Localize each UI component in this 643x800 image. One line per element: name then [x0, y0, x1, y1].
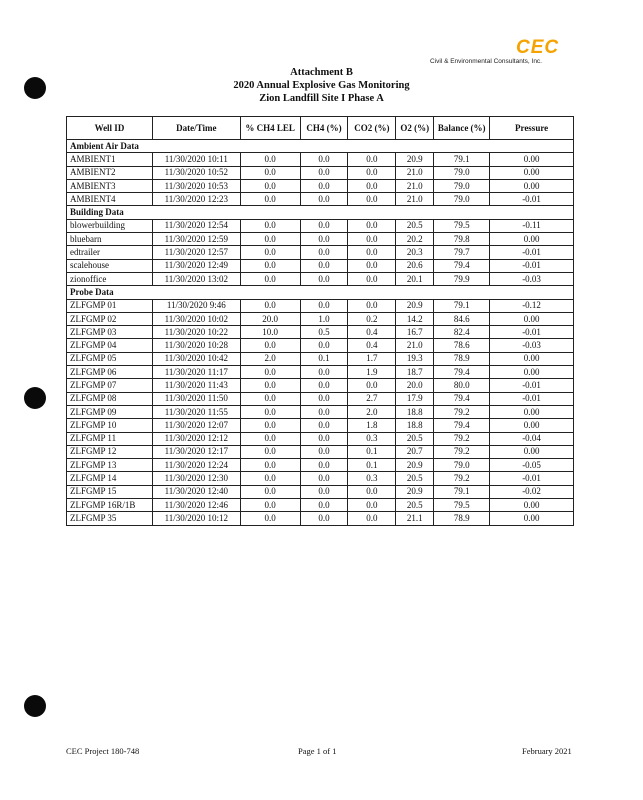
table-cell: 11/30/2020 12:30 [152, 472, 240, 485]
table-cell: ZLFGMP 01 [67, 299, 153, 312]
table-cell: 0.0 [300, 472, 348, 485]
table-cell: 16.7 [396, 326, 434, 339]
table-row [67, 179, 574, 192]
table-cell: AMBIENT1 [67, 153, 153, 166]
table-cell: 0.0 [240, 166, 300, 179]
table-row [67, 459, 574, 472]
table-cell: 0.0 [348, 219, 396, 232]
table-cell: 78.6 [434, 339, 490, 352]
table-row [67, 153, 574, 166]
table-cell: 20.3 [396, 246, 434, 259]
table-cell: 79.8 [434, 233, 490, 246]
table-cell: 0.0 [348, 153, 396, 166]
table-cell: -0.04 [490, 432, 574, 445]
table-cell: 20.2 [396, 233, 434, 246]
table-cell: 1.8 [348, 419, 396, 432]
table-cell: 11/30/2020 12:59 [152, 233, 240, 246]
table-cell: -0.01 [490, 193, 574, 206]
table-cell: 11/30/2020 12:12 [152, 432, 240, 445]
table-cell: 0.0 [348, 193, 396, 206]
table-cell: 0.00 [490, 179, 574, 192]
table-cell: 0.00 [490, 405, 574, 418]
table-cell: 0.5 [300, 326, 348, 339]
table-cell: 11/30/2020 12:49 [152, 259, 240, 272]
punch-hole-middle [24, 387, 46, 409]
table-cell: 1.7 [348, 352, 396, 365]
table-cell: 2.7 [348, 392, 396, 405]
table-cell: bluebarn [67, 233, 153, 246]
table-cell: 11/30/2020 13:02 [152, 272, 240, 285]
table-row [67, 339, 574, 352]
table-cell: 78.9 [434, 352, 490, 365]
table-cell: 84.6 [434, 312, 490, 325]
table-cell: 20.9 [396, 485, 434, 498]
table-cell: 0.0 [240, 272, 300, 285]
table-cell: 0.0 [300, 499, 348, 512]
table-cell: 0.0 [348, 485, 396, 498]
table-row [67, 432, 574, 445]
table-cell: 0.0 [240, 233, 300, 246]
table-cell: 0.4 [348, 339, 396, 352]
table-cell: 14.2 [396, 312, 434, 325]
table-cell: 0.0 [300, 366, 348, 379]
table-cell: 0.0 [240, 419, 300, 432]
table-cell: 0.0 [348, 512, 396, 525]
table-cell: 20.5 [396, 499, 434, 512]
table-cell: 0.0 [348, 166, 396, 179]
company-logo-text: CEC [516, 37, 560, 58]
table-cell: AMBIENT3 [67, 179, 153, 192]
gas-monitoring-table [66, 116, 574, 526]
table-cell: 0.00 [490, 499, 574, 512]
table-cell: 1.9 [348, 366, 396, 379]
table-cell: 20.7 [396, 445, 434, 458]
table-cell: 0.0 [348, 379, 396, 392]
table-cell: ZLFGMP 13 [67, 459, 153, 472]
table-cell: ZLFGMP 08 [67, 392, 153, 405]
table-cell: blowerbuilding [67, 219, 153, 232]
table-cell: 0.0 [300, 405, 348, 418]
table-cell: 18.8 [396, 419, 434, 432]
table-cell: 0.0 [348, 272, 396, 285]
table-cell: 20.9 [396, 153, 434, 166]
footer-project: CEC Project 180-748 [66, 746, 140, 756]
table-cell: 0.0 [240, 432, 300, 445]
table-cell: 0.0 [300, 459, 348, 472]
table-cell: 11/30/2020 10:52 [152, 166, 240, 179]
table-cell: 79.2 [434, 445, 490, 458]
table-cell: 21.0 [396, 193, 434, 206]
table-row [67, 299, 574, 312]
table-cell: 0.00 [490, 153, 574, 166]
table-cell: 0.0 [240, 259, 300, 272]
table-cell: 0.0 [240, 405, 300, 418]
table-cell: 0.0 [240, 512, 300, 525]
table-cell: ZLFGMP 16R/1B [67, 499, 153, 512]
table-cell: 0.1 [300, 352, 348, 365]
table-cell: 0.00 [490, 366, 574, 379]
table-cell: 79.0 [434, 179, 490, 192]
table-header-row [67, 117, 574, 140]
table-cell: 79.4 [434, 366, 490, 379]
table-cell: 0.0 [300, 179, 348, 192]
table-cell: 11/30/2020 10:22 [152, 326, 240, 339]
table-cell: 0.0 [300, 166, 348, 179]
table-cell: 20.6 [396, 259, 434, 272]
table-cell: ZLFGMP 12 [67, 445, 153, 458]
document-title [0, 66, 643, 105]
header-ch4-lel: % CH4 LEL [240, 117, 300, 140]
table-cell: 79.4 [434, 392, 490, 405]
table-body [67, 140, 574, 526]
table-cell: 0.0 [240, 153, 300, 166]
table-cell: -0.01 [490, 259, 574, 272]
table-row [67, 445, 574, 458]
table-cell: 79.4 [434, 259, 490, 272]
table-cell: -0.03 [490, 272, 574, 285]
table-cell: 0.00 [490, 166, 574, 179]
header-o2: O2 (%) [396, 117, 434, 140]
table-cell: 82.4 [434, 326, 490, 339]
table-cell: 0.00 [490, 233, 574, 246]
table-cell: AMBIENT4 [67, 193, 153, 206]
table-row [67, 272, 574, 285]
table-cell: 11/30/2020 12:17 [152, 445, 240, 458]
table-cell: 79.1 [434, 485, 490, 498]
company-logo [516, 38, 576, 58]
table-cell: 79.1 [434, 299, 490, 312]
table-cell: 20.0 [240, 312, 300, 325]
table-cell: 20.5 [396, 219, 434, 232]
table-cell: 11/30/2020 12:46 [152, 499, 240, 512]
table-cell: ZLFGMP 09 [67, 405, 153, 418]
table-cell: 0.0 [300, 272, 348, 285]
table-cell: 0.0 [240, 485, 300, 498]
table-row [67, 485, 574, 498]
table-cell: 21.0 [396, 166, 434, 179]
table-cell: 2.0 [348, 405, 396, 418]
table-cell: 0.2 [348, 312, 396, 325]
table-row [67, 312, 574, 325]
table-cell: 0.0 [300, 246, 348, 259]
section-title: Probe Data [67, 286, 574, 299]
table-row [67, 379, 574, 392]
table-cell: 0.0 [348, 259, 396, 272]
table-cell: -0.01 [490, 472, 574, 485]
table-cell: ZLFGMP 14 [67, 472, 153, 485]
table-cell: 79.2 [434, 432, 490, 445]
table-cell: 0.0 [240, 179, 300, 192]
table-cell: 0.0 [240, 379, 300, 392]
table-row [67, 352, 574, 365]
table-cell: ZLFGMP 05 [67, 352, 153, 365]
table-row [67, 193, 574, 206]
table-cell: 11/30/2020 12:23 [152, 193, 240, 206]
table-cell: 0.00 [490, 352, 574, 365]
header-well-id: Well ID [67, 117, 153, 140]
table-cell: -0.01 [490, 246, 574, 259]
table-cell: 0.0 [240, 193, 300, 206]
header-pressure: Pressure [490, 117, 574, 140]
table-cell: 11/30/2020 10:12 [152, 512, 240, 525]
table-cell: 0.0 [300, 233, 348, 246]
table-cell: 2.0 [240, 352, 300, 365]
table-cell: 0.0 [300, 193, 348, 206]
table-row [67, 166, 574, 179]
table-cell: zionoffice [67, 272, 153, 285]
table-cell: -0.01 [490, 392, 574, 405]
table-cell: 11/30/2020 11:50 [152, 392, 240, 405]
table-cell: 79.0 [434, 459, 490, 472]
section-header-row [67, 140, 574, 153]
table-cell: 0.3 [348, 472, 396, 485]
table-cell: -0.05 [490, 459, 574, 472]
section-header-row [67, 206, 574, 219]
table-cell: 11/30/2020 9:46 [152, 299, 240, 312]
table-cell: 11/30/2020 12:57 [152, 246, 240, 259]
table-cell: 0.0 [300, 219, 348, 232]
table-cell: 0.0 [348, 246, 396, 259]
section-header-row [67, 286, 574, 299]
section-title: Ambient Air Data [67, 140, 574, 153]
table-cell: -0.03 [490, 339, 574, 352]
table-row [67, 419, 574, 432]
table-cell: 0.0 [240, 472, 300, 485]
table-row [67, 499, 574, 512]
table-cell: 0.0 [300, 299, 348, 312]
table-cell: ZLFGMP 07 [67, 379, 153, 392]
table-cell: 0.0 [240, 445, 300, 458]
table-cell: 0.0 [300, 153, 348, 166]
table-cell: 0.0 [300, 432, 348, 445]
table-cell: 20.9 [396, 299, 434, 312]
table-cell: 0.1 [348, 459, 396, 472]
table-cell: 0.00 [490, 312, 574, 325]
footer-page: Page 1 of 1 [298, 746, 337, 756]
table-cell: 0.0 [240, 219, 300, 232]
table-cell: 11/30/2020 10:53 [152, 179, 240, 192]
table-cell: 0.0 [240, 499, 300, 512]
table-cell: 0.0 [348, 299, 396, 312]
table-cell: 0.4 [348, 326, 396, 339]
table-cell: 79.5 [434, 219, 490, 232]
table-cell: 79.0 [434, 166, 490, 179]
table-cell: 0.0 [348, 499, 396, 512]
table-cell: -0.11 [490, 219, 574, 232]
punch-hole-bottom [24, 695, 46, 717]
table-cell: 18.7 [396, 366, 434, 379]
table-row [67, 219, 574, 232]
table-cell: ZLFGMP 10 [67, 419, 153, 432]
table-cell: 11/30/2020 12:24 [152, 459, 240, 472]
table-cell: 79.2 [434, 405, 490, 418]
table-cell: 21.0 [396, 179, 434, 192]
table-cell: 79.7 [434, 246, 490, 259]
table-cell: 0.0 [300, 485, 348, 498]
table-cell: scalehouse [67, 259, 153, 272]
table-cell: edtrailer [67, 246, 153, 259]
title-line-3: Zion Landfill Site I Phase A [259, 93, 384, 104]
table-cell: 0.0 [348, 233, 396, 246]
table-cell: 11/30/2020 11:17 [152, 366, 240, 379]
table-cell: 0.0 [240, 339, 300, 352]
table-cell: 0.0 [300, 445, 348, 458]
table-cell: 1.0 [300, 312, 348, 325]
table-cell: 79.2 [434, 472, 490, 485]
table-cell: 0.0 [300, 392, 348, 405]
table-cell: 21.0 [396, 339, 434, 352]
table-cell: 0.0 [300, 419, 348, 432]
table-cell: 0.0 [300, 379, 348, 392]
header-co2: CO2 (%) [348, 117, 396, 140]
header-ch4: CH4 (%) [300, 117, 348, 140]
company-name: Civil & Environmental Consultants, Inc. [430, 58, 542, 65]
footer-date: February 2021 [522, 746, 572, 756]
table-cell: -0.12 [490, 299, 574, 312]
table-cell: 0.0 [300, 259, 348, 272]
table-row [67, 246, 574, 259]
table-cell: 18.8 [396, 405, 434, 418]
table-cell: 20.0 [396, 379, 434, 392]
table-cell: 11/30/2020 10:42 [152, 352, 240, 365]
table-cell: 11/30/2020 12:07 [152, 419, 240, 432]
table-row [67, 366, 574, 379]
section-title: Building Data [67, 206, 574, 219]
table-cell: 11/30/2020 11:55 [152, 405, 240, 418]
table-cell: 11/30/2020 10:02 [152, 312, 240, 325]
table-row [67, 233, 574, 246]
header-balance: Balance (%) [434, 117, 490, 140]
table-cell: 0.3 [348, 432, 396, 445]
table-row [67, 512, 574, 525]
table-cell: 20.1 [396, 272, 434, 285]
table-cell: 20.5 [396, 432, 434, 445]
table-cell: 0.0 [240, 366, 300, 379]
table-cell: ZLFGMP 04 [67, 339, 153, 352]
table-cell: 19.3 [396, 352, 434, 365]
table-cell: 11/30/2020 10:28 [152, 339, 240, 352]
table-cell: -0.01 [490, 326, 574, 339]
table-cell: 0.0 [240, 392, 300, 405]
table-cell: 0.0 [300, 512, 348, 525]
table-cell: 20.9 [396, 459, 434, 472]
table-cell: 80.0 [434, 379, 490, 392]
table-cell: 0.0 [240, 246, 300, 259]
table-cell: ZLFGMP 02 [67, 312, 153, 325]
table-cell: 21.1 [396, 512, 434, 525]
title-line-2: 2020 Annual Explosive Gas Monitoring [233, 80, 410, 91]
table-cell: ZLFGMP 06 [67, 366, 153, 379]
table-row [67, 472, 574, 485]
table-cell: 11/30/2020 10:11 [152, 153, 240, 166]
table-cell: 0.0 [300, 339, 348, 352]
table-cell: 79.4 [434, 419, 490, 432]
table-cell: 79.5 [434, 499, 490, 512]
table-row [67, 392, 574, 405]
table-cell: 78.9 [434, 512, 490, 525]
title-line-1: Attachment B [290, 67, 353, 78]
table-cell: AMBIENT2 [67, 166, 153, 179]
table-cell: -0.02 [490, 485, 574, 498]
table-cell: 17.9 [396, 392, 434, 405]
table-cell: 11/30/2020 11:43 [152, 379, 240, 392]
table-cell: 0.1 [348, 445, 396, 458]
table-cell: 0.00 [490, 419, 574, 432]
table-cell: 0.0 [240, 459, 300, 472]
table-cell: 79.9 [434, 272, 490, 285]
table-cell: 0.00 [490, 445, 574, 458]
table-cell: -0.01 [490, 379, 574, 392]
table-cell: ZLFGMP 11 [67, 432, 153, 445]
table-cell: 79.0 [434, 193, 490, 206]
table-cell: 0.00 [490, 512, 574, 525]
table-cell: 10.0 [240, 326, 300, 339]
table-cell: ZLFGMP 15 [67, 485, 153, 498]
table-cell: 20.5 [396, 472, 434, 485]
table-cell: ZLFGMP 03 [67, 326, 153, 339]
table-row [67, 405, 574, 418]
table-row [67, 326, 574, 339]
header-date-time: Date/Time [152, 117, 240, 140]
table-cell: 11/30/2020 12:40 [152, 485, 240, 498]
table-cell: 11/30/2020 12:54 [152, 219, 240, 232]
table-row [67, 259, 574, 272]
table-cell: 79.1 [434, 153, 490, 166]
table-cell: ZLFGMP 35 [67, 512, 153, 525]
table-cell: 0.0 [348, 179, 396, 192]
table-cell: 0.0 [240, 299, 300, 312]
